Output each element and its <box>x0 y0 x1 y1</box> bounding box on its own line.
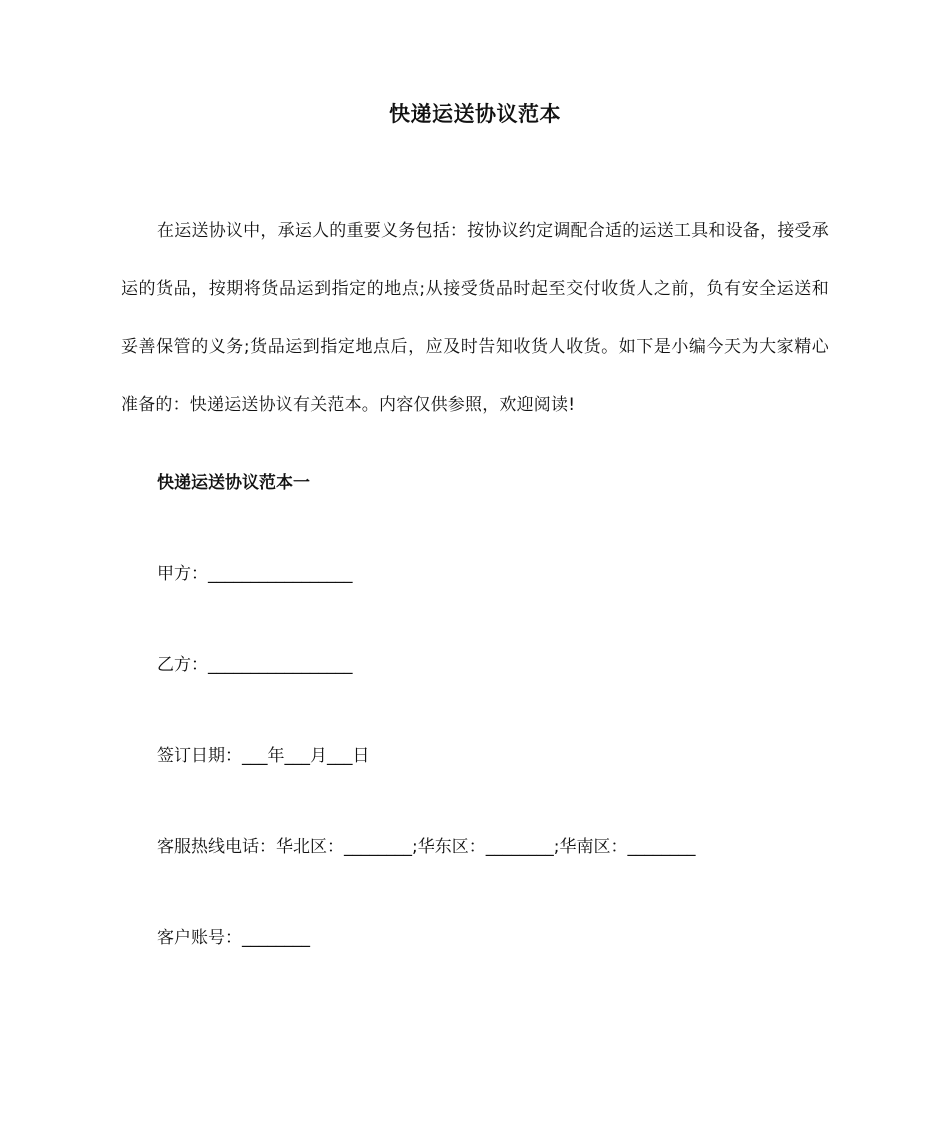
hotline-field: 客服热线电话：华北区：________;华东区：________;华南区：________ <box>157 837 696 857</box>
party-a-field: 甲方：_________________ <box>157 564 353 584</box>
intro-paragraph: 在运送协议中，承运人的重要义务包括：按协议约定调配合适的运送工具和设备，接受承运的货品，按期将货品运到指定的地点;从接受货品时起至交付收货人之前，负有安全运送和妥善保管的义务;货品运到指定地点后，应及时告知收货人收货。如下是小编今天为大家精心准备的：快递运送协议有关范本。内容仅供参照，欢迎阅读! <box>121 221 829 415</box>
document-title: 快递运送协议范本 <box>389 102 561 126</box>
account-field: 客户账号：________ <box>157 928 310 948</box>
party-b-field: 乙方：_________________ <box>157 655 353 675</box>
section-heading: 快递运送协议范本一 <box>157 473 310 493</box>
sign-date-field: 签订日期：___年___月___日 <box>157 746 370 766</box>
